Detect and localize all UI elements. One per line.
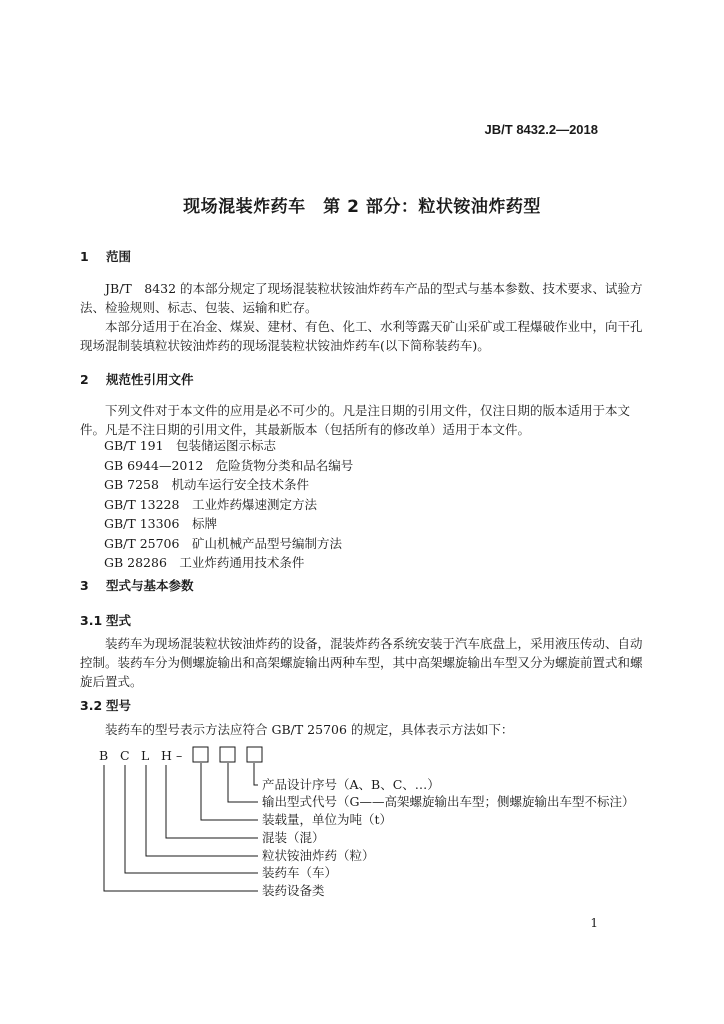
model-leader-line (201, 763, 258, 820)
model-leader-line (125, 765, 258, 873)
model-label: 装载量，单位为吨（t） (262, 812, 393, 827)
section-2-paragraph-1: 下列文件对于本文件的应用是必不可少的。凡是注日期的引用文件，仅注日期的版本适用于本文件。凡是不注日期的引用文件，其最新版本（包括所有的修改单）适用于本文件。 (80, 403, 631, 437)
document-title: 现场混装炸药车 第 2 部分：粒状铵油炸药型 (183, 197, 541, 217)
section-number: 3.1 (80, 613, 103, 628)
reference-item: GB/T 191 包装储运图示标志 (104, 438, 277, 453)
section-title: 范围 (106, 249, 132, 264)
reference-item: GB/T 13228 工业炸药爆速测定方法 (104, 496, 317, 512)
section-number: 3 (80, 578, 89, 593)
model-leader-line (104, 765, 258, 891)
section-title: 型式 (106, 613, 132, 628)
reference-item: GB 7258 机动车运行安全技术条件 (104, 477, 309, 492)
section-title: 型号 (106, 698, 132, 713)
section-title: 型式与基本参数 (106, 578, 194, 593)
model-leader-line (146, 765, 258, 856)
model-letter: H (161, 748, 172, 763)
model-label: 混装（混） (262, 830, 325, 845)
model-box-capacity (193, 747, 208, 762)
model-letter: L (141, 748, 150, 763)
section-1-paragraph-2: 本部分适用于在冶金、煤炭、建材、有色、化工、水利等露天矿山采矿或工程爆破作业中，向干孔现场混制装填粒状铵油炸药的现场混装粒状铵油炸药车(以下简称装药车)。 (80, 319, 643, 353)
model-box-design-serial (247, 747, 262, 762)
model-box-output-type (220, 747, 235, 762)
section-3-2-paragraph-1: 装药车的型号表示方法应符合 GB/T 25706 的规定，具体表示方法如下： (105, 722, 514, 737)
reference-item: GB 28286 工业炸药通用技术条件 (104, 555, 305, 570)
model-label: 粒状铵油炸药（粒） (262, 848, 375, 863)
model-dash: – (176, 748, 183, 763)
model-label: 输出型式代号（G——高架螺旋输出车型；侧螺旋输出车型不标注） (262, 794, 635, 809)
page-number: 1 (590, 916, 598, 930)
model-leader-line (254, 763, 258, 785)
section-3-1-paragraph-1: 装药车为现场混装粒状铵油炸药的设备，混装炸药各系统安装于汽车底盘上，采用液压传动、自动控制。装药车分为侧螺旋输出和高架螺旋输出两种车型，其中高架螺旋输出车型又分为螺旋前置式和螺旋后置式。 (80, 636, 643, 689)
standard-number: JB/T 8432.2—2018 (484, 122, 598, 137)
model-letter: C (120, 748, 130, 763)
reference-item: GB/T 13306 标牌 (104, 516, 217, 531)
section-number: 2 (80, 372, 89, 387)
section-number: 3.2 (80, 698, 103, 713)
reference-item: GB/T 25706 矿山机械产品型号编制方法 (104, 535, 342, 551)
model-letter: B (99, 748, 109, 763)
section-title: 规范性引用文件 (106, 372, 194, 387)
section-number: 1 (80, 249, 89, 264)
reference-item: GB 6944—2012 危险货物分类和品名编号 (104, 457, 354, 473)
model-label: 产品设计序号（A、B、C、…） (262, 777, 440, 792)
model-label: 装药设备类 (262, 883, 325, 898)
section-1-paragraph-1: JB/T 8432 的本部分规定了现场混装粒状铵油炸药车产品的型式与基本参数、技术要求、试验方法、检验规则、标志、包装、运输和贮存。 (80, 281, 643, 315)
model-label: 装药车（车） (262, 865, 338, 880)
